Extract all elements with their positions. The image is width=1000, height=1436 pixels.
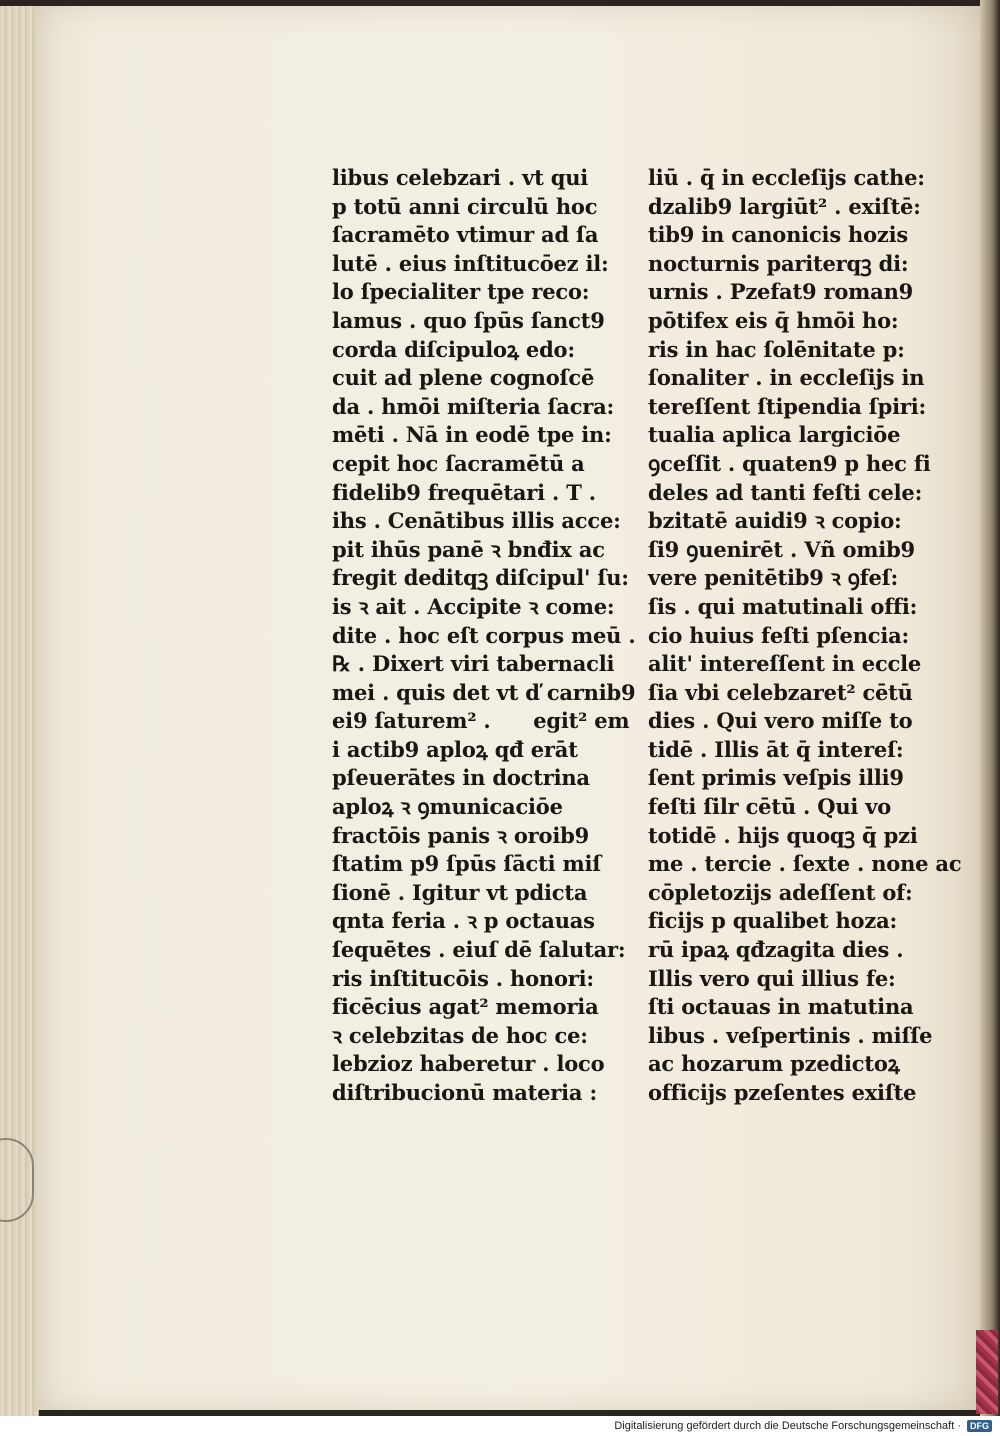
text-line: cuit ad plene cognoſcē xyxy=(332,365,595,391)
text-line: ei9 ſaturem² . egit² em xyxy=(332,708,630,734)
text-line: p totū anni circulū hoc xyxy=(332,193,598,219)
text-line: Illis vero qui illius fe: xyxy=(648,965,896,991)
text-line: lebzioz haberetur . loco xyxy=(332,1051,605,1077)
text-line: da . hmōi miſteria ſacra: xyxy=(332,393,615,419)
text-line: ſonaliter . in eccleſijs in xyxy=(648,365,925,391)
funding-credit: Digitalisierung gefördert durch die Deutsche Forschungsgemeinschaft · xyxy=(614,1420,961,1432)
text-line: i actib9 aploꝝ qđ erāt xyxy=(332,736,578,762)
text-line: tib9 in canonicis hozis xyxy=(648,222,909,248)
text-column-left xyxy=(332,164,636,1108)
text-line: ſionē . Igitur vt pdicta xyxy=(332,879,588,905)
text-line: mei . quis det vt ď carnib9 xyxy=(332,679,636,705)
text-line: rū ipaꝝ qđzagita dies . xyxy=(648,937,904,963)
text-line: fractōis panis ꝛ oroib9 xyxy=(332,822,589,848)
text-line: ꝯceſſit . quaten9 p hec fi xyxy=(648,450,931,476)
text-line: ficijs p qualibet hoza: xyxy=(648,908,898,934)
text-line: ſi9 ꝯuenirēt . Vñ omib9 xyxy=(648,536,915,562)
text-line: alit' intereſſent in eccle xyxy=(648,651,922,677)
text-line: tidē . Illis āt q̄ intereſ: xyxy=(648,736,904,762)
text-line: ficēcius agat² memoria xyxy=(332,994,599,1020)
text-line: ris in hac ſolēnitate p: xyxy=(648,336,905,362)
text-line: ℞ . Dixert viri tabernacli xyxy=(332,651,615,677)
digitization-footer xyxy=(0,1416,1000,1436)
text-line: corda diſcipuloꝝ edo: xyxy=(332,336,575,362)
text-line: mēti . Nā in eodē tpe in: xyxy=(332,422,612,448)
text-line: bzitatē auidi9 ꝛ copio: xyxy=(648,508,902,534)
text-line: ſtatim p9 ſpūs ſācti miſ xyxy=(332,851,602,877)
text-line: dzalib9 largiūt² . exiſtē: xyxy=(648,193,921,219)
text-line: cio huius feſti pſencia: xyxy=(648,622,910,648)
text-line: qnta feria . ꝛ p octauas xyxy=(332,908,595,934)
page-edge-right xyxy=(980,0,1000,1416)
text-line: lo ſpecialiter tpe reco: xyxy=(332,279,590,305)
text-line: tereſſent ſtipendia ſpiri: xyxy=(648,393,927,419)
text-line: pit ihūs panē ꝛ bnđix ac xyxy=(332,536,605,562)
text-line: lamus . quo ſpūs ſanct9 xyxy=(332,307,605,333)
manuscript-page xyxy=(36,6,980,1410)
text-line: vere penitētib9 ꝛ ꝯfeſ: xyxy=(648,565,899,591)
text-line: ſacramēto vtimur ad ſa xyxy=(332,222,599,248)
text-line: dies . Qui vero miſſe to xyxy=(648,708,913,734)
text-line: lutē . eius inſtitucōez il: xyxy=(332,250,609,276)
text-line: cōpletozijs adeſſent of: xyxy=(648,879,913,905)
text-line: ſent primis veſpis illi9 xyxy=(648,765,904,791)
text-line: officijs pzeſentes exiſte xyxy=(648,1080,917,1105)
text-line: is ꝛ ait . Accipite ꝛ come: xyxy=(332,593,615,619)
text-line: feſti ſilr cētū . Qui vo xyxy=(648,794,892,820)
text-line: deles ad tanti feſti cele: xyxy=(648,479,923,505)
text-line: ꝛ celebzitas de hoc ce: xyxy=(332,1022,588,1048)
text-line: ſia vbi celebzaret² cētū xyxy=(648,679,913,705)
text-line: diſtribucionū materia : xyxy=(332,1080,598,1105)
text-line: ſequētes . eiuſ dē ſalutar: xyxy=(332,937,626,963)
text-line: aploꝝ ꝛ ꝯmunicaciōe xyxy=(332,794,563,820)
text-line: pſeuerātes in doctrina xyxy=(332,765,590,791)
dfg-logo: DFG xyxy=(967,1420,992,1432)
text-line: liū . q̄ in eccleſijs cathe: xyxy=(648,165,925,190)
text-line: me . tercie . ſexte . none ac xyxy=(648,851,962,877)
clasp-mark xyxy=(0,1138,34,1222)
text-line: nocturnis pariterqꝫ di: xyxy=(648,250,909,276)
text-line: fidelib9 frequētari . T . xyxy=(332,479,596,505)
text-line: totidē . hijs quoqꝫ q̄ pzi xyxy=(648,822,918,848)
text-line: cepit hoc ſacramētū a xyxy=(332,450,585,476)
text-line: fregit deditqꝫ diſcipul' ſu: xyxy=(332,565,629,591)
text-line: pōtifex eis q̄ hmōi ho: xyxy=(648,307,899,333)
text-line: ac hozarum pzedictoꝝ xyxy=(648,1051,900,1077)
text-line: libus . veſpertinis . miſſe xyxy=(648,1022,933,1048)
text-line: urnis . Pzefat9 roman9 xyxy=(648,279,914,305)
text-line: libus celebzari . vt qui xyxy=(332,165,589,190)
text-line: ris inſtitucōis . honori: xyxy=(332,965,594,991)
text-column-right xyxy=(648,164,962,1108)
text-line: ſti octauas in matutina xyxy=(648,994,914,1020)
ribbon-bookmark xyxy=(976,1330,998,1414)
text-line: ſis . qui matutinali offi: xyxy=(648,593,918,619)
text-line: tualia aplica largiciōe xyxy=(648,422,901,448)
text-line: dite . hoc eſt corpus meū . xyxy=(332,622,636,648)
text-line: ihs . Cenātibus illis acce: xyxy=(332,508,621,534)
